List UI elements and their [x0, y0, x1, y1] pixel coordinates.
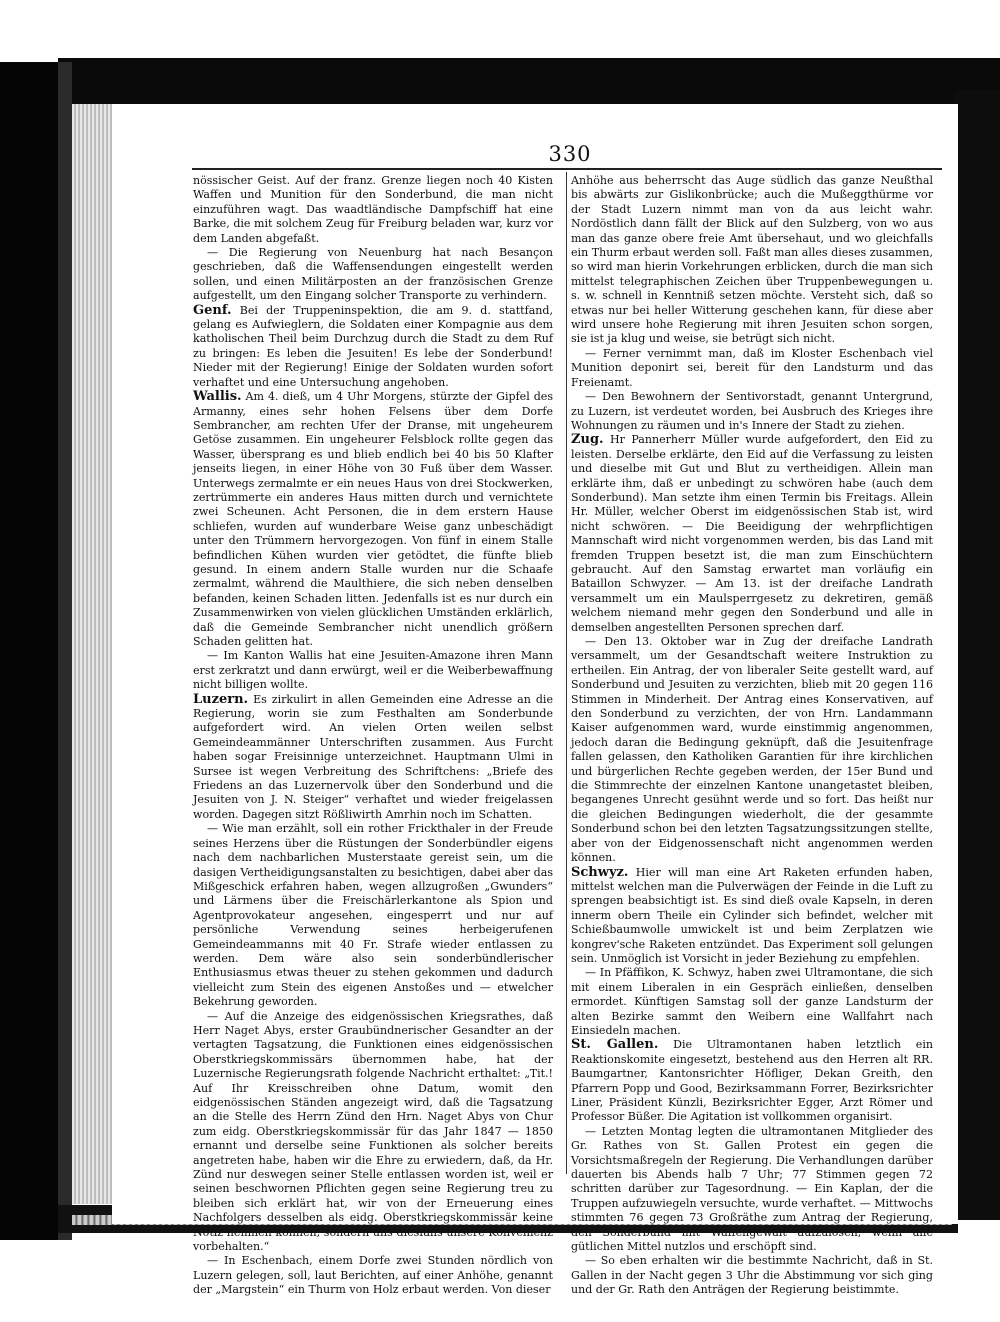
- scan-shadow-left-inner: [58, 62, 72, 1257]
- article-paragraph: [193, 649, 553, 692]
- article-paragraph-with-heading: [193, 390, 553, 649]
- paragraph-text: — Wie man erzählt, soll ein rother Frickthaler in der Freude seines Herzens über die Rüstungen der Sonderbündler eigens nach dem nachbarlichen Musterstaate gereist sein, um die dasigen Vertheidigungsanstalten zu besichtigen, dabei aber das Mißgeschick erfahren haben, wegen allzugroßen „Gwunders“ und Lärmens über die Freischärlerkantone als Spion und Agentprovokateur angesehen, eingesperrt und nur auf persönliche Verwendung seines herbeigerufenen Gemeindeammanns mit 40 Fr. Strafe wieder entlassen zu werden. Dem wäre also sein sonderbündlerischer Enthusiasmus etwas theuer zu stehen gekommen und dadurch vielleicht zum Stein des eigenen Anstoßes und — etwelcher Bekehrung geworden.: [193, 822, 553, 1009]
- paragraph-text: — So eben erhalten wir die bestimmte Nachricht, daß in St. Gallen in der Nacht gegen 3 Uhr die Abstimmung vor sich ging und der Gr. Rath den Anträgen der Regierung beistimmte.: [571, 1254, 933, 1297]
- paragraph-text: Hier will man eine Art Raketen erfunden haben, mittelst welchen man die Pulverwägen der Feinde in die Luft zu sprengen beabsichtigt ist. Es sind dieß ovale Kapseln, in deren innerm obern Theile ein Cylinder sich befindet, welcher mit Schießbaumwolle umwickelt ist und beim Zerplatzen wie kongrev'sche Raketen entzündet. Das Experiment soll gelungen sein. Unmöglich ist Vorsicht in jeder Beziehung zu empfehlen.: [571, 865, 933, 965]
- paragraph-text: — Im Kanton Wallis hat eine Jesuiten-Amazone ihren Mann erst zerkratzt und dann erwürgt, weil er die Weiberbewaffnung nicht billigen wollte.: [193, 649, 553, 692]
- paragraph-text: — In Eschenbach, einem Dorfe zwei Stunden nördlich von Luzern gelegen, soll, laut Berichten, auf einer Anhöhe, genannt der „Margstein“ ein Thurm von Holz erbaut werden. Von dieser: [193, 1254, 553, 1297]
- paragraph-text: — Auf die Anzeige des eidgenössischen Kriegsrathes, daß Herr Naget Abys, erster Graubündnerischer Gesandter an der vertagten Tagsatzung, die Funktionen eines eidgenössischen Oberstkriegskommissärs übernommen habe, hat der Luzernische Regierungsrath folgende Nachricht erthaltet: „Tit.! Auf Ihr Kreisschreiben ohne Datum, womit den eidgenössischen Ständen angezeigt wird, daß die Tagsatzung an die Stelle des Herrn Zünd den Hrn. Naget Abys von Chur zum eidg. Oberstkriegskommissär für das Jahr 1847 — 1850 ernannt und derselbe seine Funktionen als solcher bereits angetreten habe, haben wir die Ehre zu erwiedern, daß, da Hr. Zünd nur deswegen seiner Stelle entlassen worden ist, weil er seinen beschwornen Pflichten gegen seine Regierung treu zu bleiben sich erklärt hat, wir von der Erneuerung eines Nachfolgers desselben als eidg. Oberstkriegskommissär keine Notiz nehmen können, sondern uns diesfalls unsere Konvenienz vorbehalten.“: [193, 1009, 553, 1254]
- canton-heading: Schwyz.: [571, 864, 629, 880]
- article-paragraph: [571, 1125, 933, 1255]
- article-paragraph: [193, 246, 553, 304]
- article-paragraph-with-heading: [193, 693, 553, 823]
- paragraph-text: Bei der Truppeninspektion, die am 9. d. stattfand, gelang es Aufwieglern, die Soldaten einer Kompagnie aus dem katholischen Theil beim Durchzug durch die Stadt zu dem Ruf zu bringen: Es leben die Jesuiten! Es lebe der Sonderbund! Nieder mit der Regierung! Einige der Soldaten wurden sofort verhaftet und eine Untersuchung angehoben.: [193, 303, 553, 389]
- article-paragraph: [571, 347, 933, 390]
- article-paragraph: [193, 1254, 553, 1297]
- article-paragraph-with-heading: [571, 433, 933, 635]
- canton-heading: St. Gallen.: [571, 1037, 659, 1053]
- header-rule: [192, 168, 942, 170]
- paragraph-text: nössischer Geist. Auf der franz. Grenze liegen noch 40 Kisten Waffen und Munition für den Sonderbund, die man nicht einzuführen wagt. Das waadtländische Dampfschiff hat eine Barke, die mit solchem Zeug für Freiburg beladen war, kurz vor dem Landen abgefaßt.: [193, 174, 553, 245]
- scan-margin-top: [0, 0, 1000, 62]
- paragraph-text: — Den Bewohnern der Sentivorstadt, genannt Untergrund, zu Luzern, ist verdeutet worden, bei Ausbruch des Krieges ihre Wohnungen zu räumen und in's Innere der Stadt zu ziehen.: [571, 390, 933, 432]
- article-paragraph: [193, 822, 553, 1009]
- article-paragraph: [571, 1254, 933, 1297]
- page-number: 330: [548, 142, 592, 166]
- paragraph-text: Hr Pannerherr Müller wurde aufgefordert, den Eid zu leisten. Derselbe erklärte, den Eid auf die Verfassung zu leisten und dieselbe mit Gut und Blut zu vertheidigen. Allein man erklärte ihm, daß er unbedingt zu schwören habe (auch dem Sonderbund). Man setzte ihm einen Termin bis Freitags. Allein Hr. Müller, welcher Oberst im eidgenössischen Stab ist, wird nicht schwören. — Die Beeidigung der wehrpflichtigen Mannschaft wird nicht vorgenommen werden, bis das Land mit fremden Truppen besetzt ist, die man zum Einschüchtern gebraucht. Auf den Samstag erwartet man vorläufig ein Bataillon Schwyzer. — Am 13. ist der dreifache Landrath versammelt um ein Maulsperrgesetz zu dekretiren, gemäß welchem niemand mehr gegen den Sonderbund und alle in demselben angestellten Personen sprechen darf.: [571, 433, 933, 634]
- canton-heading: Luzern.: [193, 691, 249, 707]
- paragraph-text: — Die Regierung von Neuenburg hat nach Besançon geschrieben, daß die Waffensendungen eingestellt werden sollen, und einen Militärposten an der französischen Grenze aufgestellt, um den Eingang solcher Transporte zu verhindern.: [193, 246, 553, 303]
- scan-shadow-top: [58, 58, 1000, 108]
- left-column: [193, 174, 553, 1298]
- paragraph-text: — Ferner vernimmt man, daß im Kloster Eschenbach viel Munition deponirt sei, bereit für den Landsturm und das Freienamt.: [571, 346, 933, 389]
- article-paragraph: [571, 635, 933, 866]
- scan-shadow-left: [0, 62, 60, 1257]
- article-paragraph: [193, 174, 553, 246]
- book-page-edges: [72, 104, 112, 1204]
- canton-heading: Genf.: [193, 302, 232, 318]
- article-paragraph: [571, 390, 933, 433]
- paragraph-text: Am 4. dieß, um 4 Uhr Morgens, stürzte der Gipfel des Armanny, eines sehr hohen Felsens über dem Dorfe Sembrancher, am rechten Ufer der Dranse, mit ungeheurem Getöse zusammen. Ein ungeheurer Felsblock rollte gegen das Wasser, übersprang es und blieb endlich bei 40 bis 50 Klafter jenseits liegen, in einer Höhe von 30 Fuß über dem Wasser. Unterwegs zermalmte er ein neues Haus von drei Stockwerken, zertrümmerte ein anderes Haus mitten durch und vernichtete zwei Scheunen. Acht Personen, die in dem erstern Hause schliefen, wurden auf wunderbare Weise ganz unbeschädigt unter den Trümmern hervorgezogen. Von fünf in einem Stalle befindlichen Kühen wurden vier getödtet, die fünfte blieb gesund. In einem andern Stalle wurden nur die Schaafe zermalmt, während die Maulthiere, die sich neben denselben befanden, keinen Schaden litten. Jedenfalls ist es nur durch ein Zusammenwirken von vielen glücklichen Umständen erklärlich, daß die Gemeinde Sembrancher nicht unendlich größern Schaden gelitten hat.: [193, 390, 553, 648]
- paragraph-text: — Letzten Montag legten die ultramontanen Mitglieder des Gr. Rathes von St. Gallen Protest ein gegen die Vorsichtsmaßregeln der Regierung. Die Verhandlungen darüber dauerten bis Abends halb 7 Uhr; 77 Stimmen gegen 72 schritten darüber zur Tagesordnung. — Ein Kaplan, der die Truppen aufzuwiegeln versuchte, wurde verhaftet. — Mittwochs stimmten 76 gegen 73 Großräthe zum Antrag der Regierung, den Sonderbund mit Waffengewalt aufzulösen, wenn alle gütlichen Mittel nutzlos und erschöpft sind.: [571, 1124, 933, 1254]
- right-column: [571, 174, 933, 1298]
- paragraph-text: — Den 13. Oktober war in Zug der dreifache Landrath versammelt, um der Gesandtschaft weitere Instruktion zu ertheilen. Ein Antrag, der von liberaler Seite gestellt ward, auf Sonderbund und Jesuiten zu verzichten, blieb mit 20 gegen 116 Stimmen in Minderheit. Der Antrag eines Konservativen, auf den Sonderbund zu verzichten, der von Hrn. Landammann Kaiser aufgenommen ward, wurde einstimmig angenommen, jedoch daran die Bedingung geknüpft, daß die Jesuitenfrage fallen gelassen, den Katholiken Garantien für ihre kirchlichen und bürgerlichen Rechte gegeben werden, der 15er Bund und die Stimmrechte der einzelnen Kantone unangetastet bleiben, begangenes Unrecht gesühnt werde und so fort. Das heißt nur die gleichen Bedingungen wiederholt, die der gesammte Sonderbund schon bei den letzten Tagsatzungssitzungen stellte, aber von der Eidgenossenschaft nicht angenommen werden können.: [571, 635, 933, 865]
- canton-heading: Wallis.: [193, 389, 242, 405]
- article-paragraph-with-heading: [193, 304, 553, 390]
- column-divider: [566, 172, 567, 1174]
- article-paragraph: [193, 1010, 553, 1255]
- article-paragraph: [571, 174, 933, 347]
- paragraph-text: — In Pfäffikon, K. Schwyz, haben zwei Ultramontane, die sich mit einem Liberalen in ein Gespräch einließen, denselben ermordet. Künftigen Samstag soll der ganze Landsturm der alten Bezirke sammt den Weibern eine Wallfahrt nach Einsiedeln machen.: [571, 966, 933, 1037]
- article-paragraph-with-heading: [571, 866, 933, 967]
- article-paragraph-with-heading: [571, 1038, 933, 1124]
- paragraph-text: Anhöhe aus beherrscht das Auge südlich das ganze Neußthal bis abwärts zur Gislikonbrücke; auch die Mußeggthürme vor der Stadt Luzern nimmt man von da aus leicht wahr. Nordöstlich dann fällt der Blick auf den Sulzberg, von wo aus man das ganze obere freie Amt übersehaut, und wo gleichfalls ein Thurm erbaut werden soll. Faßt man alles dieses zusammen, so wird man hierin Vorkehrungen erblicken, durch die man sich mittelst telegraphischen Zeichen über Truppenbewegungen u. s. w. schnell in Kenntniß setzen möchte. Versteht sich, daß so etwas nur bei heller Witterung geschehen kann, für diese aber wird unsere hohe Regierung mit ihren Jesuiten schon sorgen, sie ist ja klug und weise, sie betrügt sich nicht.: [571, 174, 933, 346]
- scan-shadow-right: [955, 90, 1000, 1220]
- paragraph-text: Die Ultramontanen haben letztlich ein Reaktionskomite eingesetzt, bestehend aus den Herren alt RR. Baumgartner, Kantonsrichter Höfliger, Dekan Greith, den Pfarrern Popp und Good, Bezirksammann Forrer, Bezirksrichter Liner, Präsident Künzli, Bezirksrichter Egger, Arzt Römer und Professor Büßer. Die Agitation ist vollkommen organisirt.: [571, 1038, 933, 1124]
- canton-heading: Zug.: [571, 432, 604, 448]
- article-paragraph: [571, 966, 933, 1038]
- paragraph-text: Es zirkulirt in allen Gemeinden eine Adresse an die Regierung, worin sie zum Festhalten am Sonderbunde aufgefordert wird. An vielen Orten weilen selbst Gemeindeammänner Unterschriften zusammen. Aus Furcht haben sogar Freisinnige unterzeichnet. Hauptmann Ulmi in Sursee ist wegen Verbreitung des Schriftchens: „Briefe des Friedens an das Luzernervolk über den Sonderbund und die Jesuiten von J. N. Steiger“ verhaftet und wieder freigelassen worden. Dagegen sitzt Rößliwirth Amrhin noch im Schatten.: [193, 692, 553, 821]
